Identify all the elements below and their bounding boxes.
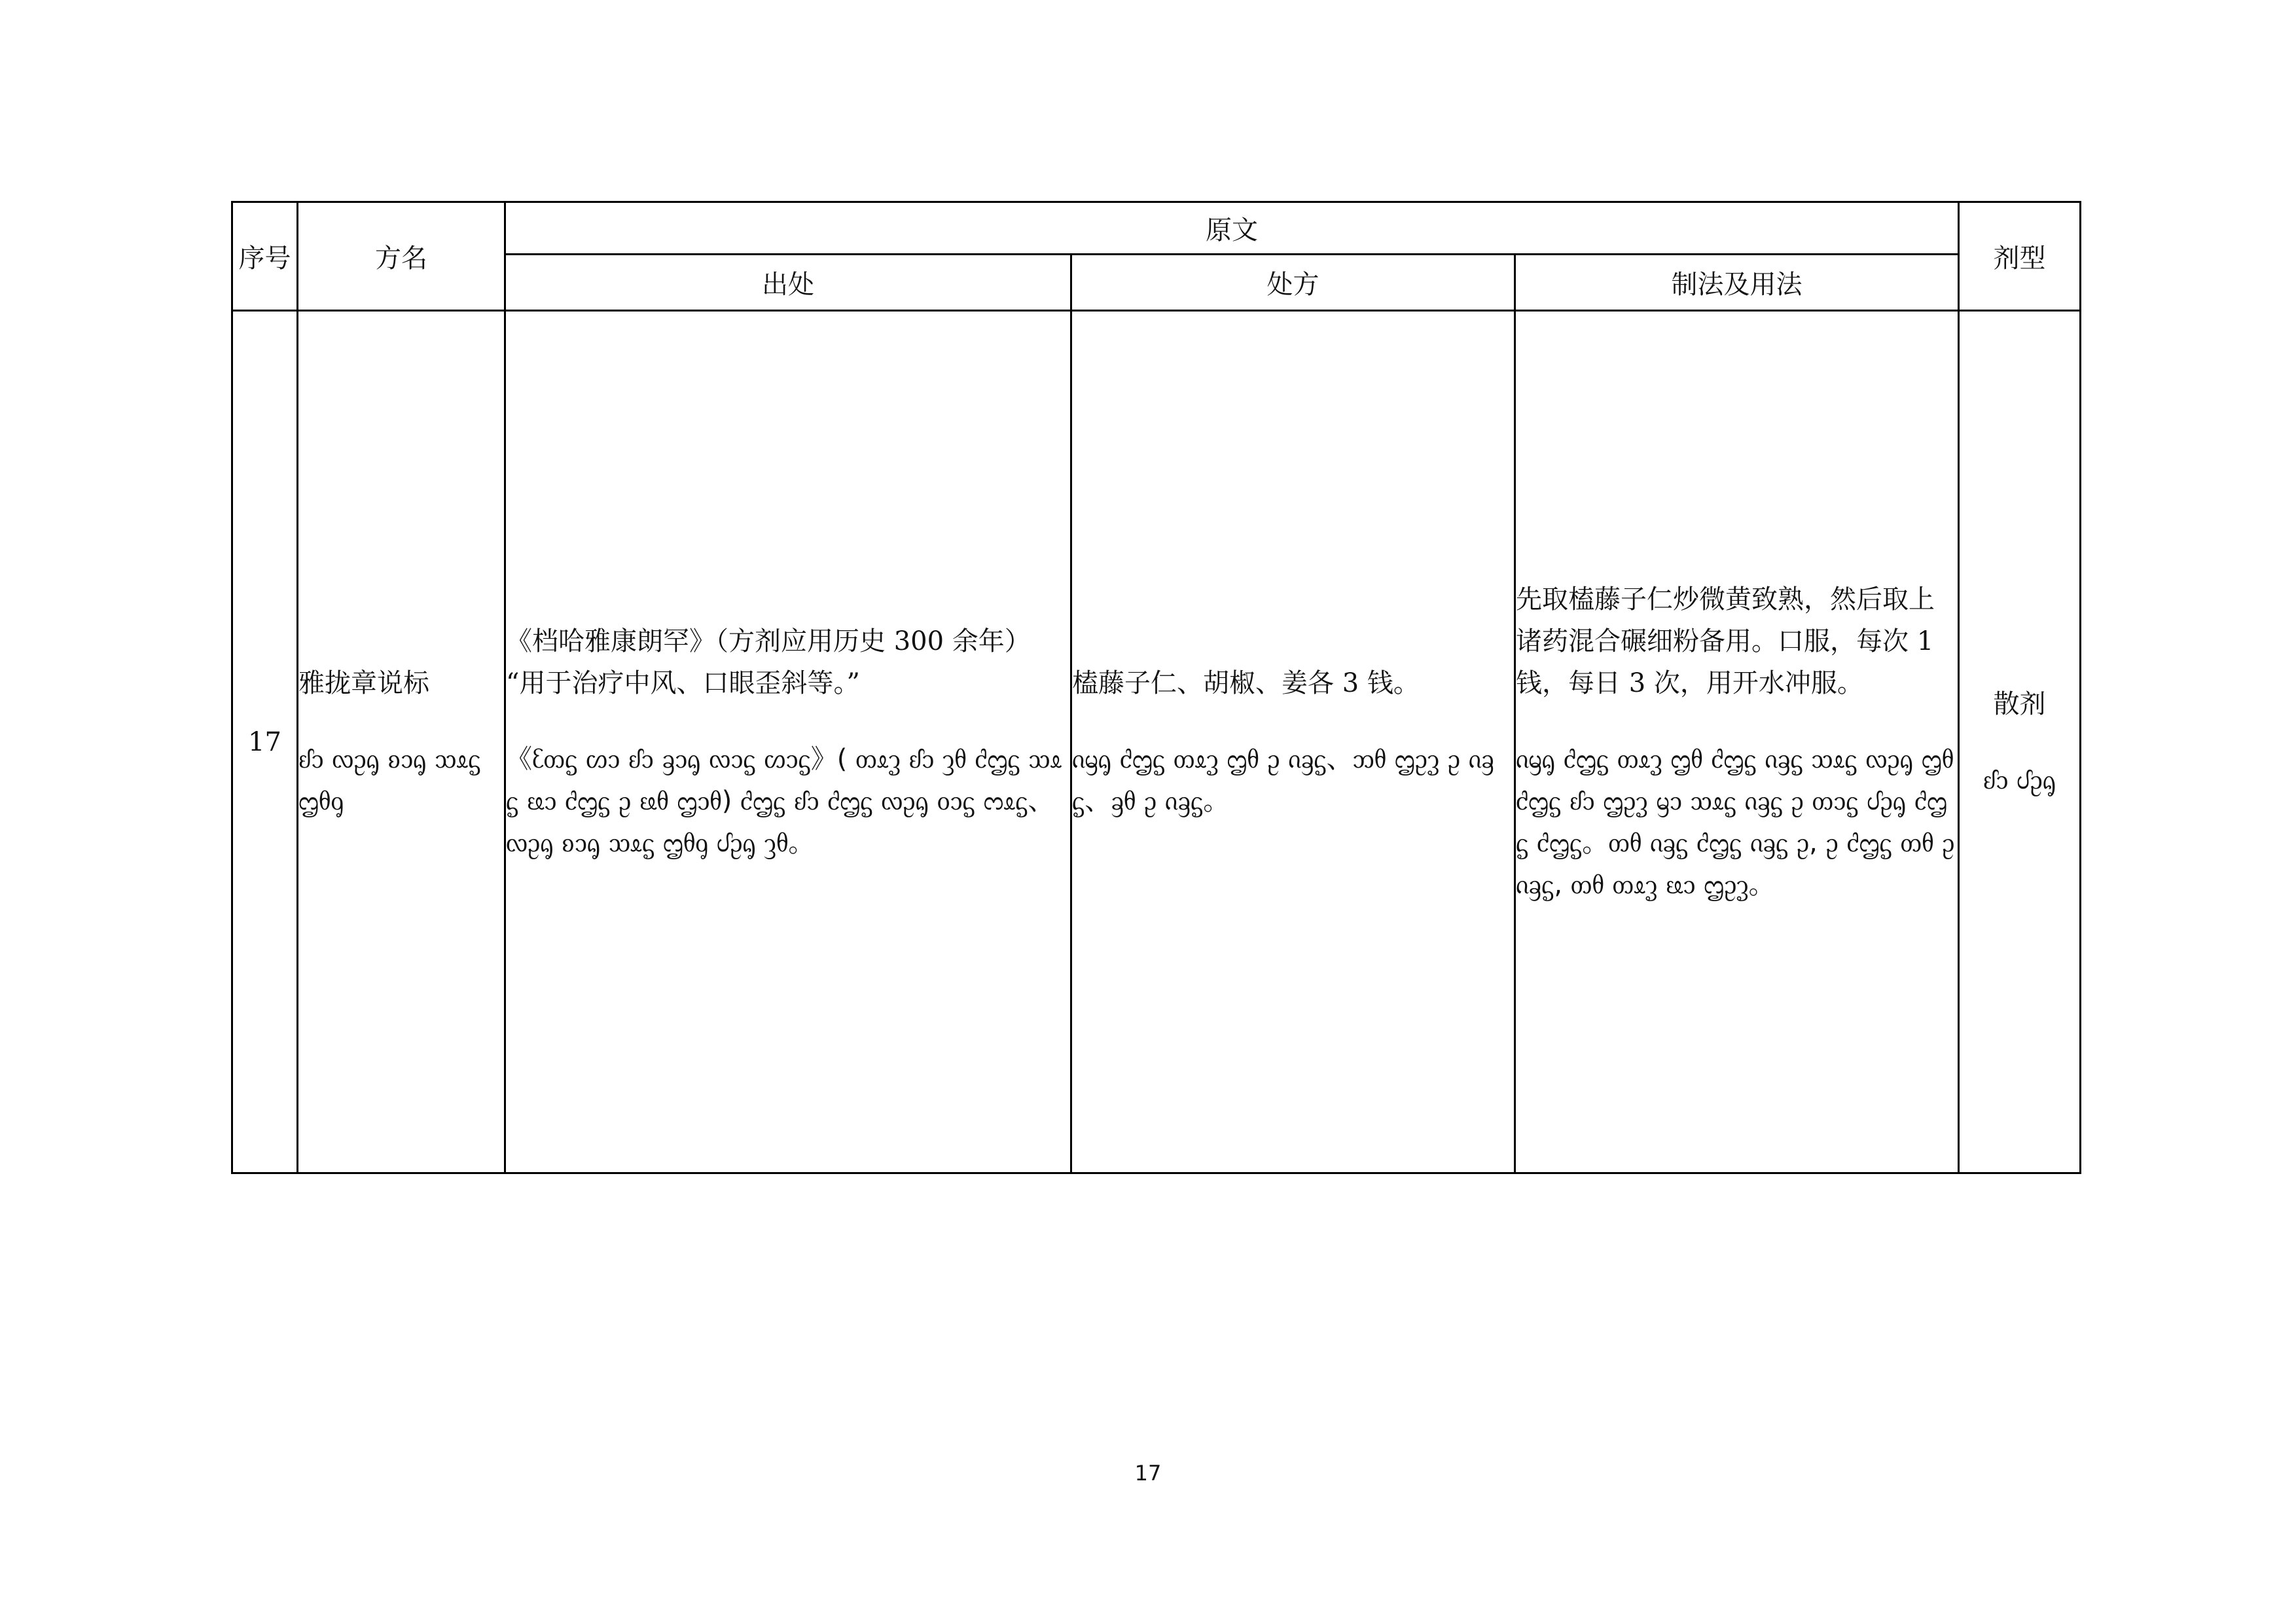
row-index-cell	[232, 311, 298, 1173]
row-method-cell	[1515, 311, 1959, 1173]
header-row-2	[232, 255, 2081, 311]
name-chinese: 雅拢章说标	[298, 668, 429, 698]
header-source: 出处	[505, 255, 1071, 311]
header-form: 剂型	[1959, 202, 2081, 311]
row-name-cell	[298, 311, 505, 1173]
source-chinese-quote: “用于治疗中风、口眼歪斜等。”	[506, 668, 860, 698]
header-row-1	[232, 202, 2081, 255]
row-form-cell	[1959, 311, 2081, 1173]
page-number: 17	[1134, 1461, 1162, 1486]
header-prescription: 处方	[1071, 255, 1515, 311]
row-source-cell	[505, 311, 1071, 1173]
prescription-chinese: 榼藤子仁、胡椒、姜各 3 钱。	[1072, 668, 1420, 698]
form-chinese: 散剂	[1993, 688, 2046, 719]
header-index: 序号	[232, 202, 298, 311]
table-row	[232, 311, 2081, 1173]
method-chinese: 先取榼藤子仁炒微黄致熟，然后取上诸药混合碾细粉备用。口服，每次 1 钱，每日 3 次，用开水冲服。	[1516, 584, 1935, 698]
prescription-dai: ᦵᦙᧂ ᦺᦗᧃ ᦎᦸᧆ ᦗᦲ ᦳ ᦵᦃᧃ、ᦘᦲ ᦗᦳᧆ ᦳ ᦵᦃᧃ、ᦃᦲ ᦳ ᦵᦃᧃ。	[1072, 743, 1494, 816]
row-index: 17	[248, 726, 281, 757]
source-chinese-title: 《档哈雅康朗罕》（方剂应用历史 300 余年）	[506, 626, 1031, 656]
name-dai: ᦊᦱ ᦟᦳᧂ ᦈᦱᧂ ᦉᦸᧃ ᦗᦲᧁ	[298, 743, 481, 816]
header-method: 制法及用法	[1515, 255, 1959, 311]
source-dai: 《ᦷᦎᧃ ᦠᦱ ᦊᦱ ᦃᦱᧂ ᦟᦱᧃ ᦠᦱᧃ》( ᦎᦸᧆ ᦊᦱ ᦡᦲ ᦺᦗᧃ ᦉᦸᧃ ᦕᦱ ᦺᦗᧃ ᦳ ᦕᦲ ᦗᦱᦲ) ᦺᦗᧃ ᦊᦱ ᦺᦗᧃ ᦟᦳᧂ ᦞᦱᧃ ᦂᦸᧃ、ᦟᦳᧂ ᦈᦱᧂ ᦉᦸᧃ ᦗᦲᧁ ᦔᦳᧂ ᦡᦲ。	[506, 743, 1062, 858]
header-name: 方名	[298, 202, 505, 311]
method-dai: ᦵᦙᧂ ᦺᦗᧃ ᦎᦸᧆ ᦗᦲ ᦺᦗᧃ ᦵᦃᧃ ᦉᦸᧃ ᦟᦳᧂ ᦗᦲ ᦺᦗᧃ ᦊᦱ ᦗᦳᧆ ᦙᦱ ᦉᦸᧃ ᦵᦃᧃ ᦳ ᦎᦱᧃ ᦔᦳᧂ ᦺᦗᧃ ᦺᦗᧃ。ᦎᦲ ᦵᦃᧃ ᦺᦗᧃ ᦵᦃᧃ ᦳ, ᦳ ᦺᦗᧃ ᦎᦲ ᦳ ᦵᦃᧃ, ᦎᦲ ᦎᦸᧆ ᦕᦱ ᦗᦳᧆ。	[1516, 743, 1955, 900]
prescription-table	[231, 201, 2081, 1174]
header-original: 原文	[505, 202, 1959, 255]
row-prescription-cell	[1071, 311, 1515, 1173]
form-dai: ᦊᦱ ᦔᦳᧂ	[1982, 764, 2056, 795]
